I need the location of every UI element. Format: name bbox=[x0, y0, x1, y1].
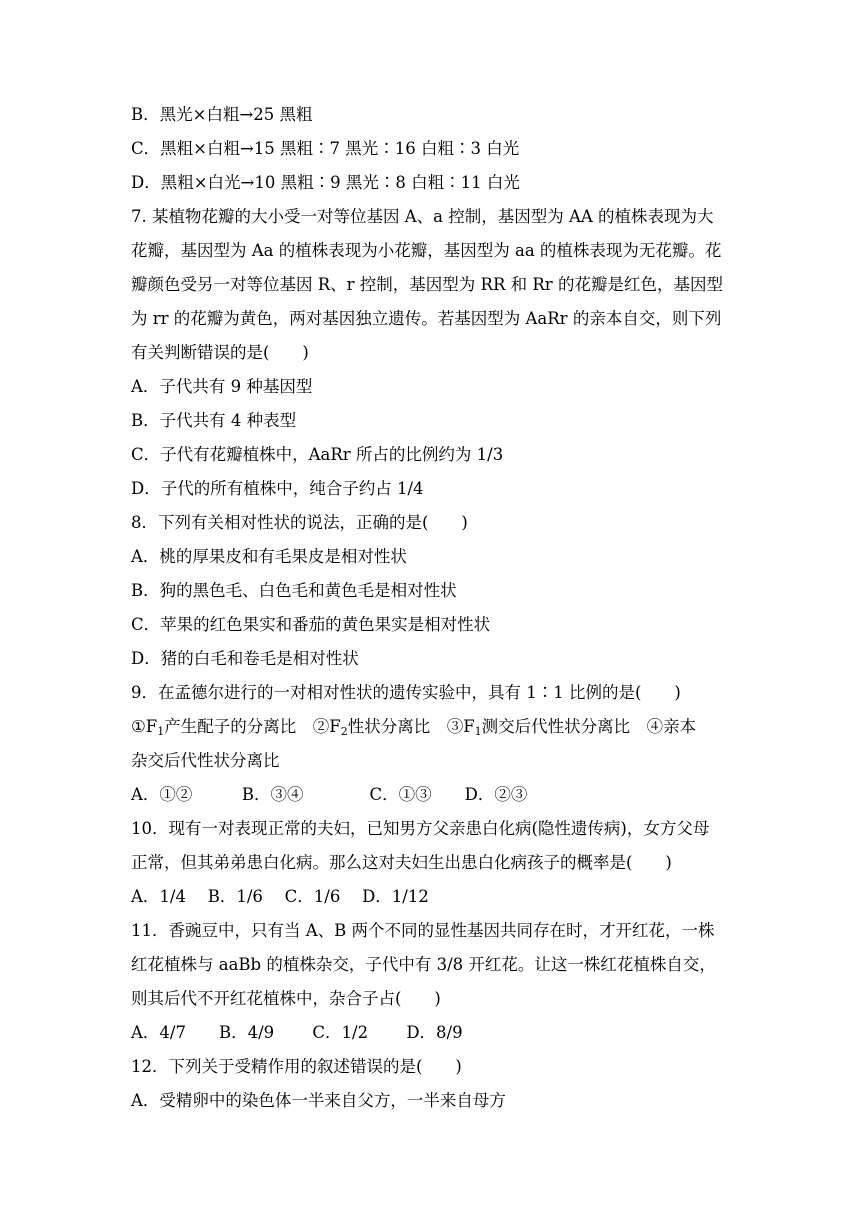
q10-stem-line-2: 正常，但其弟弟患白化病。那么这对夫妇生出患白化病孩子的概率是( ) bbox=[131, 853, 672, 872]
q10-stem-line-1: 10．现有一对表现正常的夫妇，已知男方父亲患白化病(隐性遗传病)，女方父母 bbox=[131, 819, 710, 838]
q6-option-c: C．黑粗×白粗→15 黑粗∶7 黑光∶16 白粗∶3 白光 bbox=[131, 139, 520, 158]
q7-stem-line-4: 为 rr 的花瓣为黄色，两对基因独立遗传。若基因型为 AaRr 的亲本自交，则下列 bbox=[131, 309, 722, 328]
q7-stem-line-1: 7. 某植物花瓣的大小受一对等位基因 A、a 控制，基因型为 AA 的植株表现为大 bbox=[131, 207, 714, 226]
q9-stem: 9．在孟德尔进行的一对相对性状的遗传实验中，具有 1∶1 比例的是( ) bbox=[131, 683, 681, 702]
q7-option-a: A．子代共有 9 种基因型 bbox=[131, 377, 313, 396]
q8-option-b: B．狗的黑色毛、白色毛和黄色毛是相对性状 bbox=[131, 581, 457, 600]
q6-option-b: B．黑光×白粗→25 黑粗 bbox=[131, 105, 313, 124]
q11-stem-line-1: 11．香豌豆中，只有当 A、B 两个不同的显性基因共同存在时，才开红花，一株 bbox=[131, 921, 715, 940]
q7-stem-line-2: 花瓣，基因型为 Aa 的植株表现为小花瓣，基因型为 aa 的植株表现为无花瓣。花 bbox=[131, 241, 722, 260]
q7-option-d: D．子代的所有植株中，纯合子约占 1/4 bbox=[131, 479, 424, 498]
q9-item-1: $①F_1$产生配子的分离比 bbox=[131, 717, 313, 738]
q7-option-c: C．子代有花瓣植株中，AaRr 所占的比例约为 1/3 bbox=[131, 445, 504, 464]
q11-stem-line-2: 红花植株与 aaBb 的植株杂交，子代中有 3/8 开红花。让这一株红花植株自交， bbox=[131, 955, 716, 974]
q9-item-4: ④亲本 bbox=[646, 717, 697, 736]
q10-options: A．1/4 B．1/6 C．1/6 D．1/12 bbox=[131, 887, 429, 906]
q9-items-line-2: 杂交后代性状分离比 bbox=[131, 751, 280, 770]
q8-option-d: D．猪的白毛和卷毛是相对性状 bbox=[131, 649, 359, 668]
q12-option-a: A．受精卵中的染色体一半来自父方，一半来自母方 bbox=[131, 1091, 506, 1110]
q9-item-3: $③F_1$测交后代性状分离比 bbox=[446, 717, 647, 738]
q11-options: A．4/7 B．4/9 C．1/2 D．8/9 bbox=[131, 1023, 463, 1042]
q7-stem-line-3: 瓣颜色受另一对等位基因 R、r 控制，基因型为 RR 和 Rr 的花瓣是红色，基因型 bbox=[131, 275, 723, 294]
q7-option-b: B．子代共有 4 种表型 bbox=[131, 411, 297, 430]
q12-stem: 12．下列关于受精作用的叙述错误的是( ) bbox=[131, 1057, 462, 1076]
q11-stem-line-3: 则其后代不开红花植株中，杂合子占( ) bbox=[131, 989, 441, 1008]
q8-option-a: A．桃的厚果皮和有毛果皮是相对性状 bbox=[131, 547, 407, 566]
q6-option-d: D．黑粗×白光→10 黑粗∶9 黑光∶8 白粗∶11 白光 bbox=[131, 173, 520, 192]
q9-item-2: $②F_2$性状分离比 bbox=[312, 717, 447, 738]
q8-stem: 8．下列有关相对性状的说法，正确的是( ) bbox=[131, 513, 468, 532]
q7-stem-line-5: 有关判断错误的是( ) bbox=[131, 343, 309, 362]
q8-option-c: C．苹果的红色果实和番茄的黄色果实是相对性状 bbox=[131, 615, 491, 634]
q9-options: A．①② B．③④ C．①③ D．②③ bbox=[131, 785, 528, 804]
q9-items-line bbox=[131, 715, 731, 744]
